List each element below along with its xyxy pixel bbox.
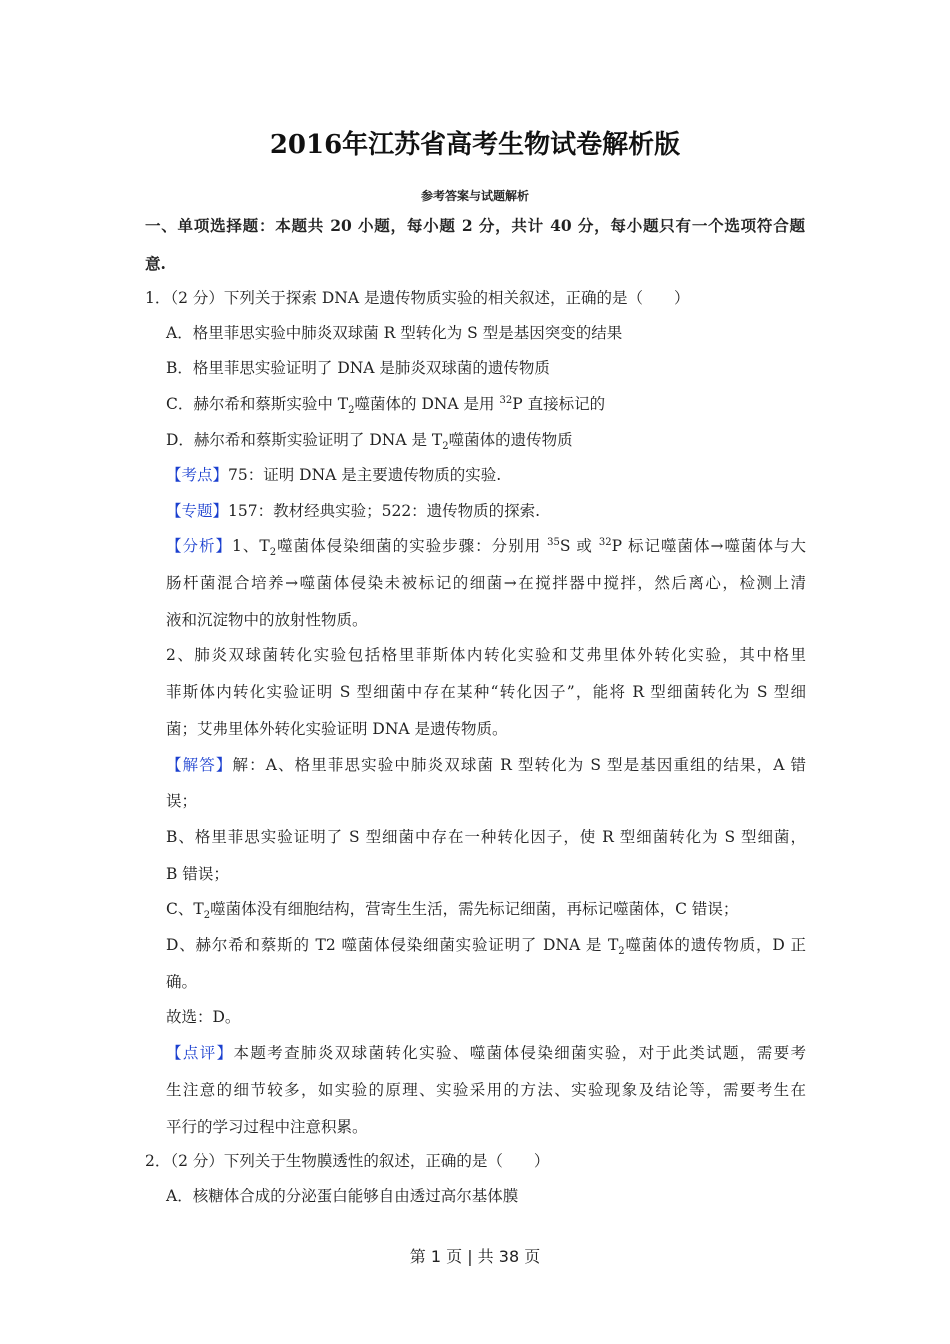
section-heading-cont: 意. — [145, 254, 166, 273]
jieda-line: 【解答】解：A、格里菲思实验中肺炎双球菌 R 型转化为 S 型是基因重组的结果，A 错 — [166, 756, 806, 774]
kaodian-tag: 【考点】 — [166, 466, 229, 484]
jieda-tag: 【解答】 — [166, 756, 233, 774]
fenxi-text: 肠杆菌混合培养→噬菌体侵染未被标记的细菌→在搅拌器中搅拌，然后离心，检测上清 — [166, 574, 806, 592]
jieda-text: B、格里菲思实验证明了 S 型细菌中存在一种转化因子，使 R 型细菌转化为 S 型细菌， — [166, 828, 806, 846]
question-1-option-a: A．格里菲思实验中肺炎双球菌 R 型转化为 S 型是基因突变的结果 — [166, 324, 623, 342]
dianping-tag: 【点评】 — [166, 1044, 234, 1062]
document-subtitle: 参考答案与试题解析 — [420, 189, 529, 203]
question-1-option-c: C．赫尔希和蔡斯实验中 $T_2$噬菌体的 DNA 是用 $^{32}$P 直接标记的 — [166, 394, 606, 417]
question-1-option-b: B．格里菲思实验证明了 DNA 是肺炎双球菌的遗传物质 — [166, 359, 550, 377]
fenxi-tag: 【分析】 — [166, 537, 233, 555]
fenxi-text: 菌；艾弗里体外转化实验证明 DNA 是遗传物质。 — [166, 720, 508, 738]
jieda-text: B 错误； — [166, 865, 229, 883]
zhuanti-line: 【专题】157：教材经典实验；522：遗传物质的探索. — [166, 502, 541, 520]
answer-line: 故选：D。 — [166, 1008, 241, 1026]
question-2-stem: 2．（2 分）下列关于生物膜透性的叙述，正确的是（ ） — [145, 1152, 550, 1170]
fenxi-text: 液和沉淀物中的放射性物质。 — [166, 611, 368, 629]
section-heading: 一、单项选择题：本题共 20 小题，每小题 2 分，共计 40 分，每小题只有一个选项符合题 — [145, 216, 805, 235]
zhuanti-tag: 【专题】 — [166, 502, 229, 520]
fenxi-text: 2、肺炎双球菌转化实验包括格里菲斯体内转化实验和艾弗里体外转化实验，其中格里 — [166, 646, 806, 664]
jieda-text: 误； — [166, 792, 198, 810]
kaodian-line: 【考点】75：证明 DNA 是主要遗传物质的实验. — [166, 466, 502, 484]
jieda-text: D、赫尔希和蔡斯的 T2 噬菌体侵染细菌实验证明了 DNA 是 $T_2$噬菌体的遗传物质，D 正 — [166, 936, 806, 958]
question-1-stem: 1．（2 分）下列关于探索 DNA 是遗传物质实验的相关叙述，正确的是（ ） — [145, 289, 690, 307]
dianping-text: 平行的学习过程中注意积累。 — [166, 1118, 368, 1136]
fenxi-line: 【分析】1、$T_2$噬菌体侵染细菌的实验步骤：分别用 $^{35}$S 或 $^{32}$P 标记噬菌体→噬菌体与大 — [166, 536, 806, 559]
page-footer: 第 1 页 | 共 38 页 — [409, 1247, 541, 1266]
jieda-text: C、$T_2$噬菌体没有细胞结构，营寄生生活，需先标记细菌，再标记噬菌体，C 错误； — [166, 900, 739, 922]
jieda-text: 确。 — [166, 973, 198, 991]
question-2-option-a: A．核糖体合成的分泌蛋白能够自由透过高尔基体膜 — [166, 1187, 519, 1205]
fenxi-text: 菲斯体内转化实验证明 S 型细菌中存在某种“转化因子”，能将 R 型细菌转化为 S 型细 — [166, 683, 806, 701]
question-1-option-d: D．赫尔希和蔡斯实验证明了 DNA 是 $T_2$噬菌体的遗传物质 — [166, 431, 573, 453]
dianping-text: 生注意的细节较多，如实验的原理、实验采用的方法、实验现象及结论等，需要考生在 — [166, 1081, 806, 1099]
dianping-line: 【点评】本题考查肺炎双球菌转化实验、噬菌体侵染细菌实验，对于此类试题，需要考 — [166, 1044, 806, 1062]
document-title: 2016年江苏省高考生物试卷解析版 — [269, 130, 681, 160]
